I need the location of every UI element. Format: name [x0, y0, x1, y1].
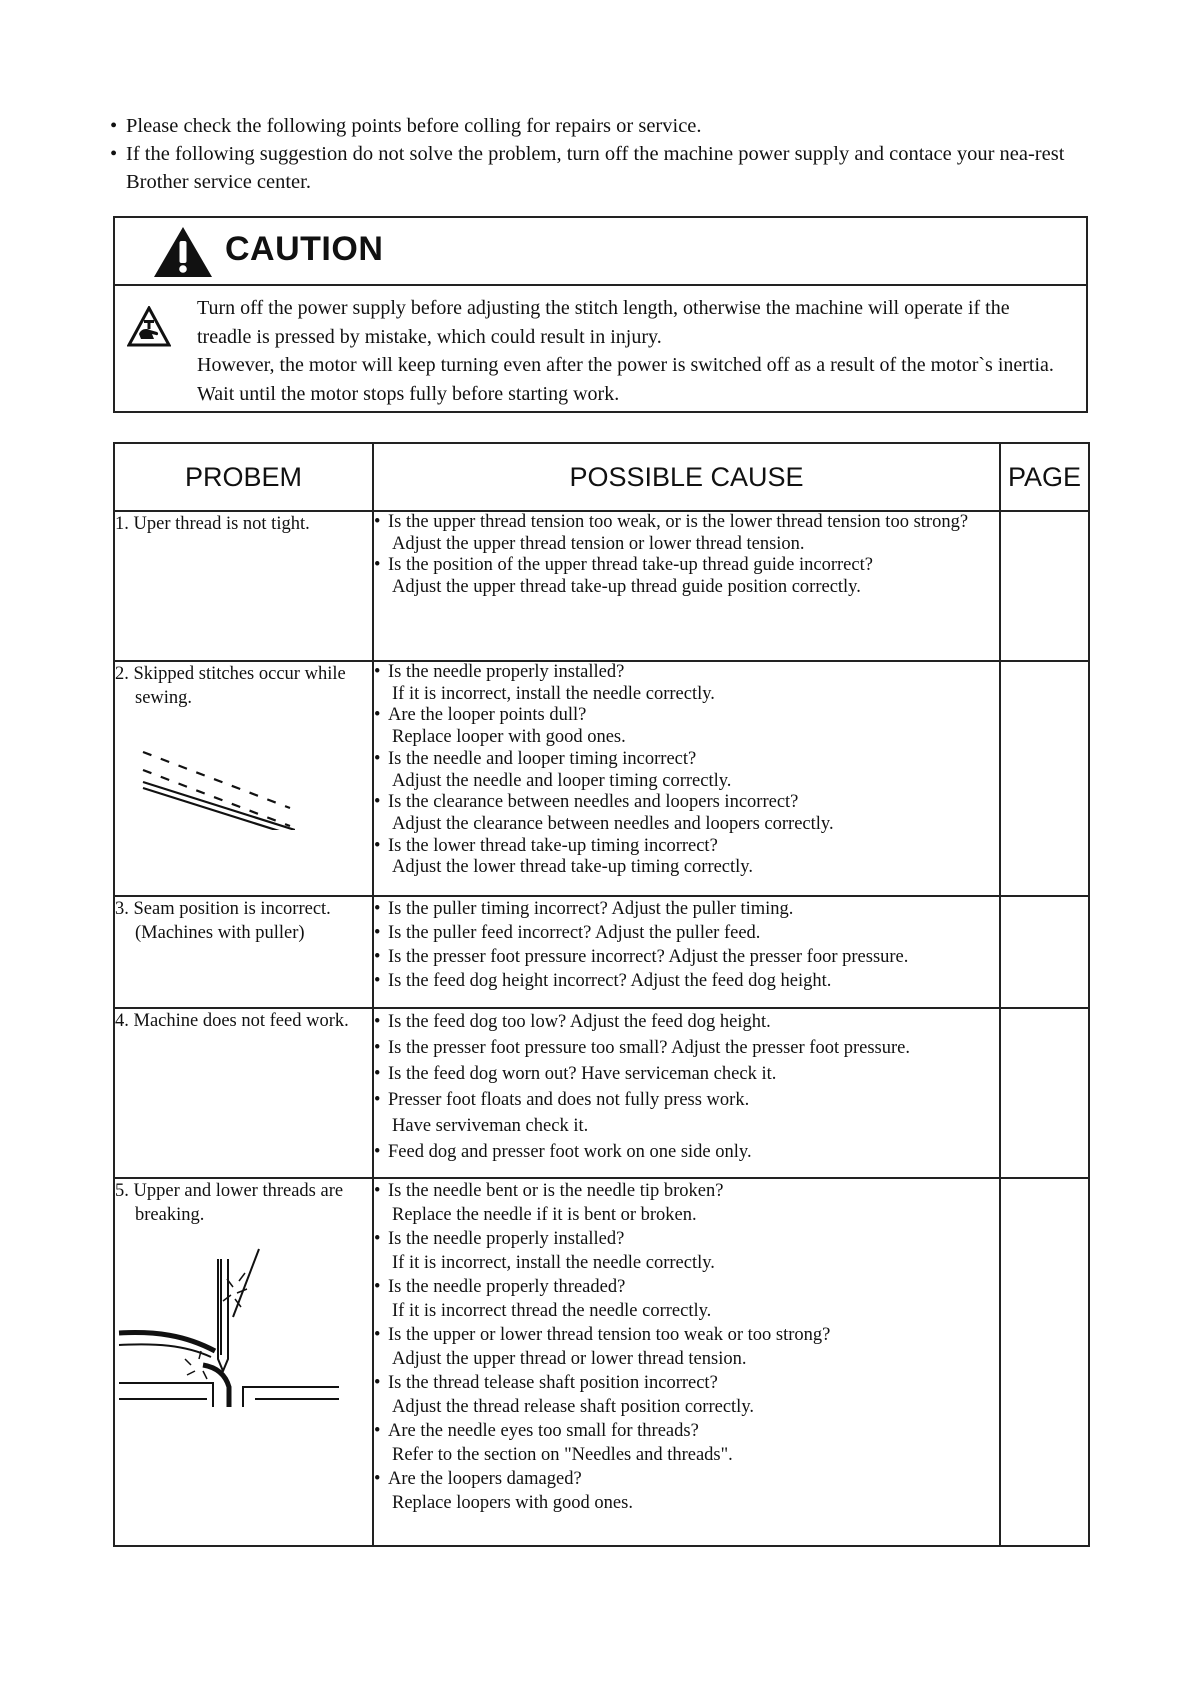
cause-question: • Is the needle bent or is the needle tip broken?	[388, 1181, 724, 1201]
cause-item	[374, 1323, 999, 1371]
cause-action: If it is incorrect, install the needle correctly.	[392, 683, 715, 704]
header-page: PAGE	[1000, 443, 1089, 511]
cause-item	[374, 1009, 999, 1035]
cause-item	[374, 555, 999, 598]
cause-item	[374, 512, 999, 555]
page-cell	[1000, 1008, 1089, 1178]
cause-question: • Is the needle properly installed?	[388, 662, 625, 682]
cause-cell	[373, 511, 1000, 661]
cause-action: If it is incorrect thread the needle correctly.	[392, 1301, 712, 1321]
cause-item	[374, 1061, 999, 1087]
header-possible-cause: POSSIBLE CAUSE	[373, 443, 1000, 511]
cause-item	[374, 792, 999, 835]
caution-box	[113, 216, 1088, 413]
caution-title: CAUTION	[225, 230, 384, 268]
cause-item	[374, 1419, 999, 1467]
cause-item	[374, 836, 999, 879]
cause-action: Adjust the upper thread tension or lower thread tension.	[392, 533, 805, 554]
thread-breaking-illustration	[115, 1247, 345, 1407]
header-problem: PROBEM	[114, 443, 373, 511]
cause-item	[374, 1087, 999, 1139]
cause-cell	[373, 896, 1000, 1008]
cause-cell	[373, 661, 1000, 896]
problem-text: 5. Upper and lower threads are breaking.	[115, 1181, 344, 1225]
cause-question: • Are the looper points dull?	[388, 705, 587, 726]
cause-item	[374, 1179, 999, 1227]
cause-question: • Is the feed dog height incorrect? Adjust the feed dog height.	[388, 971, 832, 991]
cause-question: • Are the needle eyes too small for threads?	[388, 1421, 699, 1441]
cause-item	[374, 1371, 999, 1419]
problem-cell	[114, 661, 373, 896]
cause-item	[374, 1467, 999, 1515]
cause-item	[374, 969, 999, 993]
cause-item	[374, 749, 999, 792]
caution-body	[115, 286, 1086, 413]
table-row	[114, 1008, 1089, 1178]
caution-text-1: Turn off the power supply before adjusting the stitch length, otherwise the machine will operate if the treadle is pressed by mistake, which could result in injury.	[197, 297, 1010, 348]
cause-action: Have serviveman check it.	[392, 1116, 589, 1136]
cause-action: Replace looper with good ones.	[392, 727, 626, 748]
page-cell	[1000, 896, 1089, 1008]
cause-question: • Is the clearance between needles and loopers incorrect?	[388, 792, 799, 813]
cause-item	[374, 921, 999, 945]
table-row	[114, 661, 1089, 896]
table-row	[114, 1178, 1089, 1546]
cause-action: Adjust the clearance between needles and loopers correctly.	[392, 813, 834, 834]
problem-text: 4. Machine does not feed work.	[115, 1011, 349, 1031]
cause-cell	[373, 1008, 1000, 1178]
page-cell	[1000, 661, 1089, 896]
problem-text: 1. Uper thread is not tight.	[115, 514, 310, 534]
cause-action: Adjust the upper thread take-up thread guide position correctly.	[392, 577, 861, 598]
table-row	[114, 896, 1089, 1008]
caution-header	[115, 218, 1086, 286]
cause-action: Refer to the section on "Needles and threads".	[392, 1445, 733, 1465]
cause-action: If it is incorrect, install the needle correctly.	[392, 1253, 715, 1273]
cause-action: Replace the needle if it is bent or broken.	[392, 1205, 697, 1225]
cause-item	[374, 662, 999, 705]
cause-item	[374, 1035, 999, 1061]
cause-cell	[373, 1178, 1000, 1546]
problem-text: 2. Skipped stitches occur while sewing.	[115, 664, 346, 708]
cause-question: • Is the position of the upper thread take-up thread guide incorrect?	[388, 555, 873, 576]
cause-item	[374, 705, 999, 748]
cause-question: • Presser foot floats and does not fully press work.	[388, 1090, 750, 1110]
cause-question: • Is the puller feed incorrect? Adjust the puller feed.	[388, 923, 761, 943]
warning-triangle-icon	[151, 224, 215, 280]
table-header-row	[114, 443, 1089, 511]
problem-cell	[114, 896, 373, 1008]
cause-question: • Is the needle properly threaded?	[388, 1277, 626, 1297]
cause-question: • Is the upper thread tension too weak, or is the lower thread tension too strong?	[388, 512, 969, 532]
cause-action: Adjust the thread release shaft position correctly.	[392, 1397, 754, 1417]
cause-item	[374, 1275, 999, 1323]
cause-action: Adjust the lower thread take-up timing correctly.	[392, 857, 753, 878]
problem-cell	[114, 1008, 373, 1178]
cause-question: • Feed dog and presser foot work on one side only.	[388, 1142, 752, 1162]
cause-item	[374, 1139, 999, 1165]
table-row	[114, 511, 1089, 661]
page-cell	[1000, 1178, 1089, 1546]
cause-item	[374, 945, 999, 969]
cause-question: • Is the upper or lower thread tension too weak or too strong?	[388, 1325, 831, 1345]
cause-question: • Is the presser foot pressure too small? Adjust the presser foot pressure.	[388, 1038, 910, 1058]
troubleshooting-table	[113, 442, 1090, 1547]
cause-action: Adjust the needle and looper timing correctly.	[392, 770, 732, 791]
cause-question: • Is the thread telease shaft position incorrect?	[388, 1373, 718, 1393]
intro-line-1: • Please check the following points before colling for repairs or service.	[110, 112, 1090, 140]
problem-cell	[114, 511, 373, 661]
cause-question: • Is the feed dog worn out? Have serviceman check it.	[388, 1064, 777, 1084]
skipped-stitches-illustration	[115, 730, 295, 830]
cause-question: • Is the presser foot pressure incorrect? Adjust the presser foor pressure.	[388, 947, 909, 967]
problem-text: 3. Seam position is incorrect. (Machines with puller)	[115, 899, 331, 943]
cause-question: • Is the lower thread take-up timing incorrect?	[388, 835, 718, 856]
cause-question: • Is the puller timing incorrect? Adjust the puller timing.	[388, 899, 794, 919]
hand-injury-hazard-icon	[127, 306, 171, 348]
caution-text-2: However, the motor will keep turning even after the power is switched off as a result of the motor`s inertia. Wait until the motor stops fully before starting work.	[197, 354, 1054, 405]
cause-item	[374, 1227, 999, 1275]
cause-action: Replace loopers with good ones.	[392, 1493, 633, 1513]
cause-question: • Is the needle properly installed?	[388, 1229, 625, 1249]
intro-line-2: • If the following suggestion do not solve the problem, turn off the machine power supply and contace your nea-rest Brother service center.	[110, 140, 1090, 196]
cause-action: Adjust the upper thread or lower thread tension.	[392, 1349, 747, 1369]
cause-question: • Is the feed dog too low? Adjust the feed dog height.	[388, 1012, 771, 1032]
cause-question: • Is the needle and looper timing incorrect?	[388, 748, 697, 769]
page-cell	[1000, 511, 1089, 661]
caution-text	[197, 294, 1067, 408]
cause-question: • Are the loopers damaged?	[388, 1469, 582, 1489]
intro-notes	[110, 112, 1090, 196]
cause-item	[374, 897, 999, 921]
problem-cell	[114, 1178, 373, 1546]
